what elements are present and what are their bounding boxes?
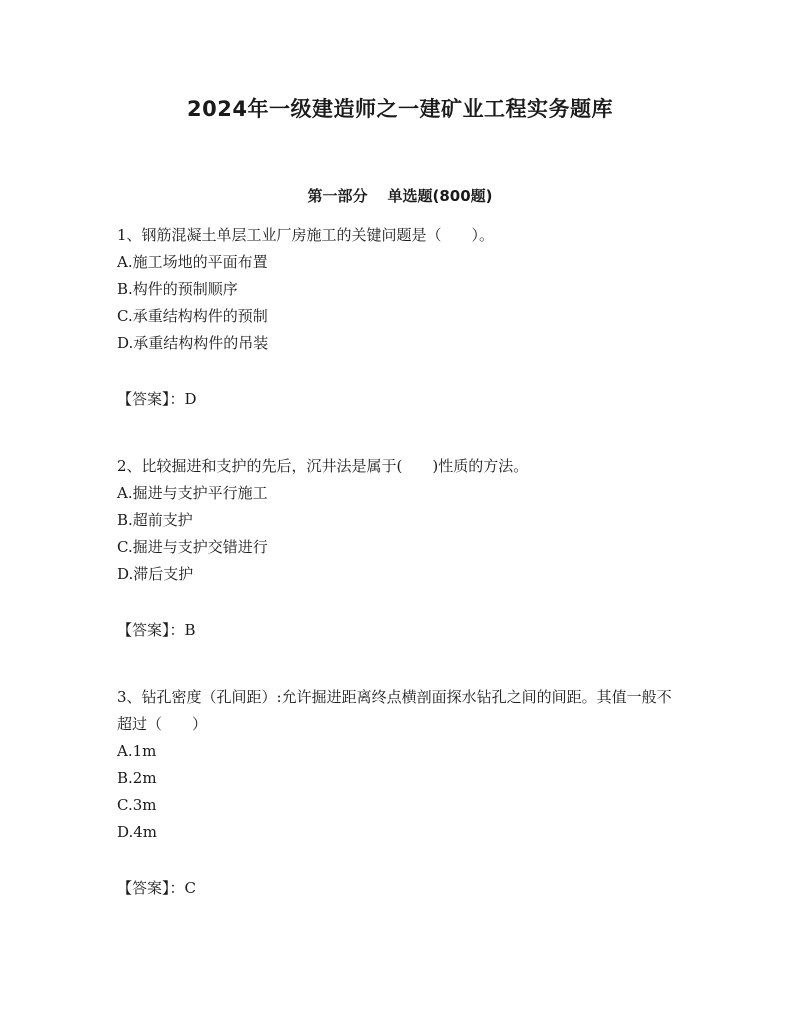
answer-label: 【答案】： bbox=[117, 621, 185, 639]
option-a: A.施工场地的平面布置 bbox=[117, 253, 268, 271]
question-1 bbox=[117, 222, 677, 413]
section-name: 单选题(800题) bbox=[387, 187, 493, 205]
option-d: D.4m bbox=[117, 823, 158, 841]
option-b: B.构件的预制顺序 bbox=[117, 280, 238, 298]
answer-line bbox=[117, 617, 677, 644]
question-stem: 1、钢筋混凝土单层工业厂房施工的关键问题是（ ）。 bbox=[117, 226, 495, 244]
answer-label: 【答案】： bbox=[117, 879, 185, 897]
answer-value: C bbox=[184, 879, 196, 897]
option-b: B.2m bbox=[117, 769, 157, 787]
option-a: A.1m bbox=[117, 742, 157, 760]
option-c: C.掘进与支护交错进行 bbox=[117, 538, 268, 556]
answer-line bbox=[117, 386, 677, 413]
document-title: 2024年一级建造师之一建矿业工程实务题库 bbox=[187, 97, 613, 121]
question-stem: 3、钻孔密度（孔间距）:允许掘进距离终点横剖面探水钻孔之间的间距。其值一般不超过（ ） bbox=[117, 688, 672, 733]
option-c: C.3m bbox=[117, 796, 157, 814]
answer-value: D bbox=[184, 390, 197, 408]
question-stem: 2、比较掘进和支护的先后，沉井法是属于( )性质的方法。 bbox=[117, 457, 529, 475]
section-heading bbox=[0, 184, 800, 208]
question-3 bbox=[117, 684, 677, 902]
answer-value: B bbox=[184, 621, 196, 639]
section-part: 第一部分 bbox=[307, 187, 368, 205]
option-b: B.超前支护 bbox=[117, 511, 193, 529]
option-d: D.滞后支护 bbox=[117, 565, 194, 583]
answer-line bbox=[117, 875, 677, 902]
option-d: D.承重结构构件的吊装 bbox=[117, 334, 269, 352]
question-2 bbox=[117, 453, 677, 644]
option-c: C.承重结构构件的预制 bbox=[117, 307, 268, 325]
option-a: A.掘进与支护平行施工 bbox=[117, 484, 268, 502]
answer-label: 【答案】： bbox=[117, 390, 185, 408]
